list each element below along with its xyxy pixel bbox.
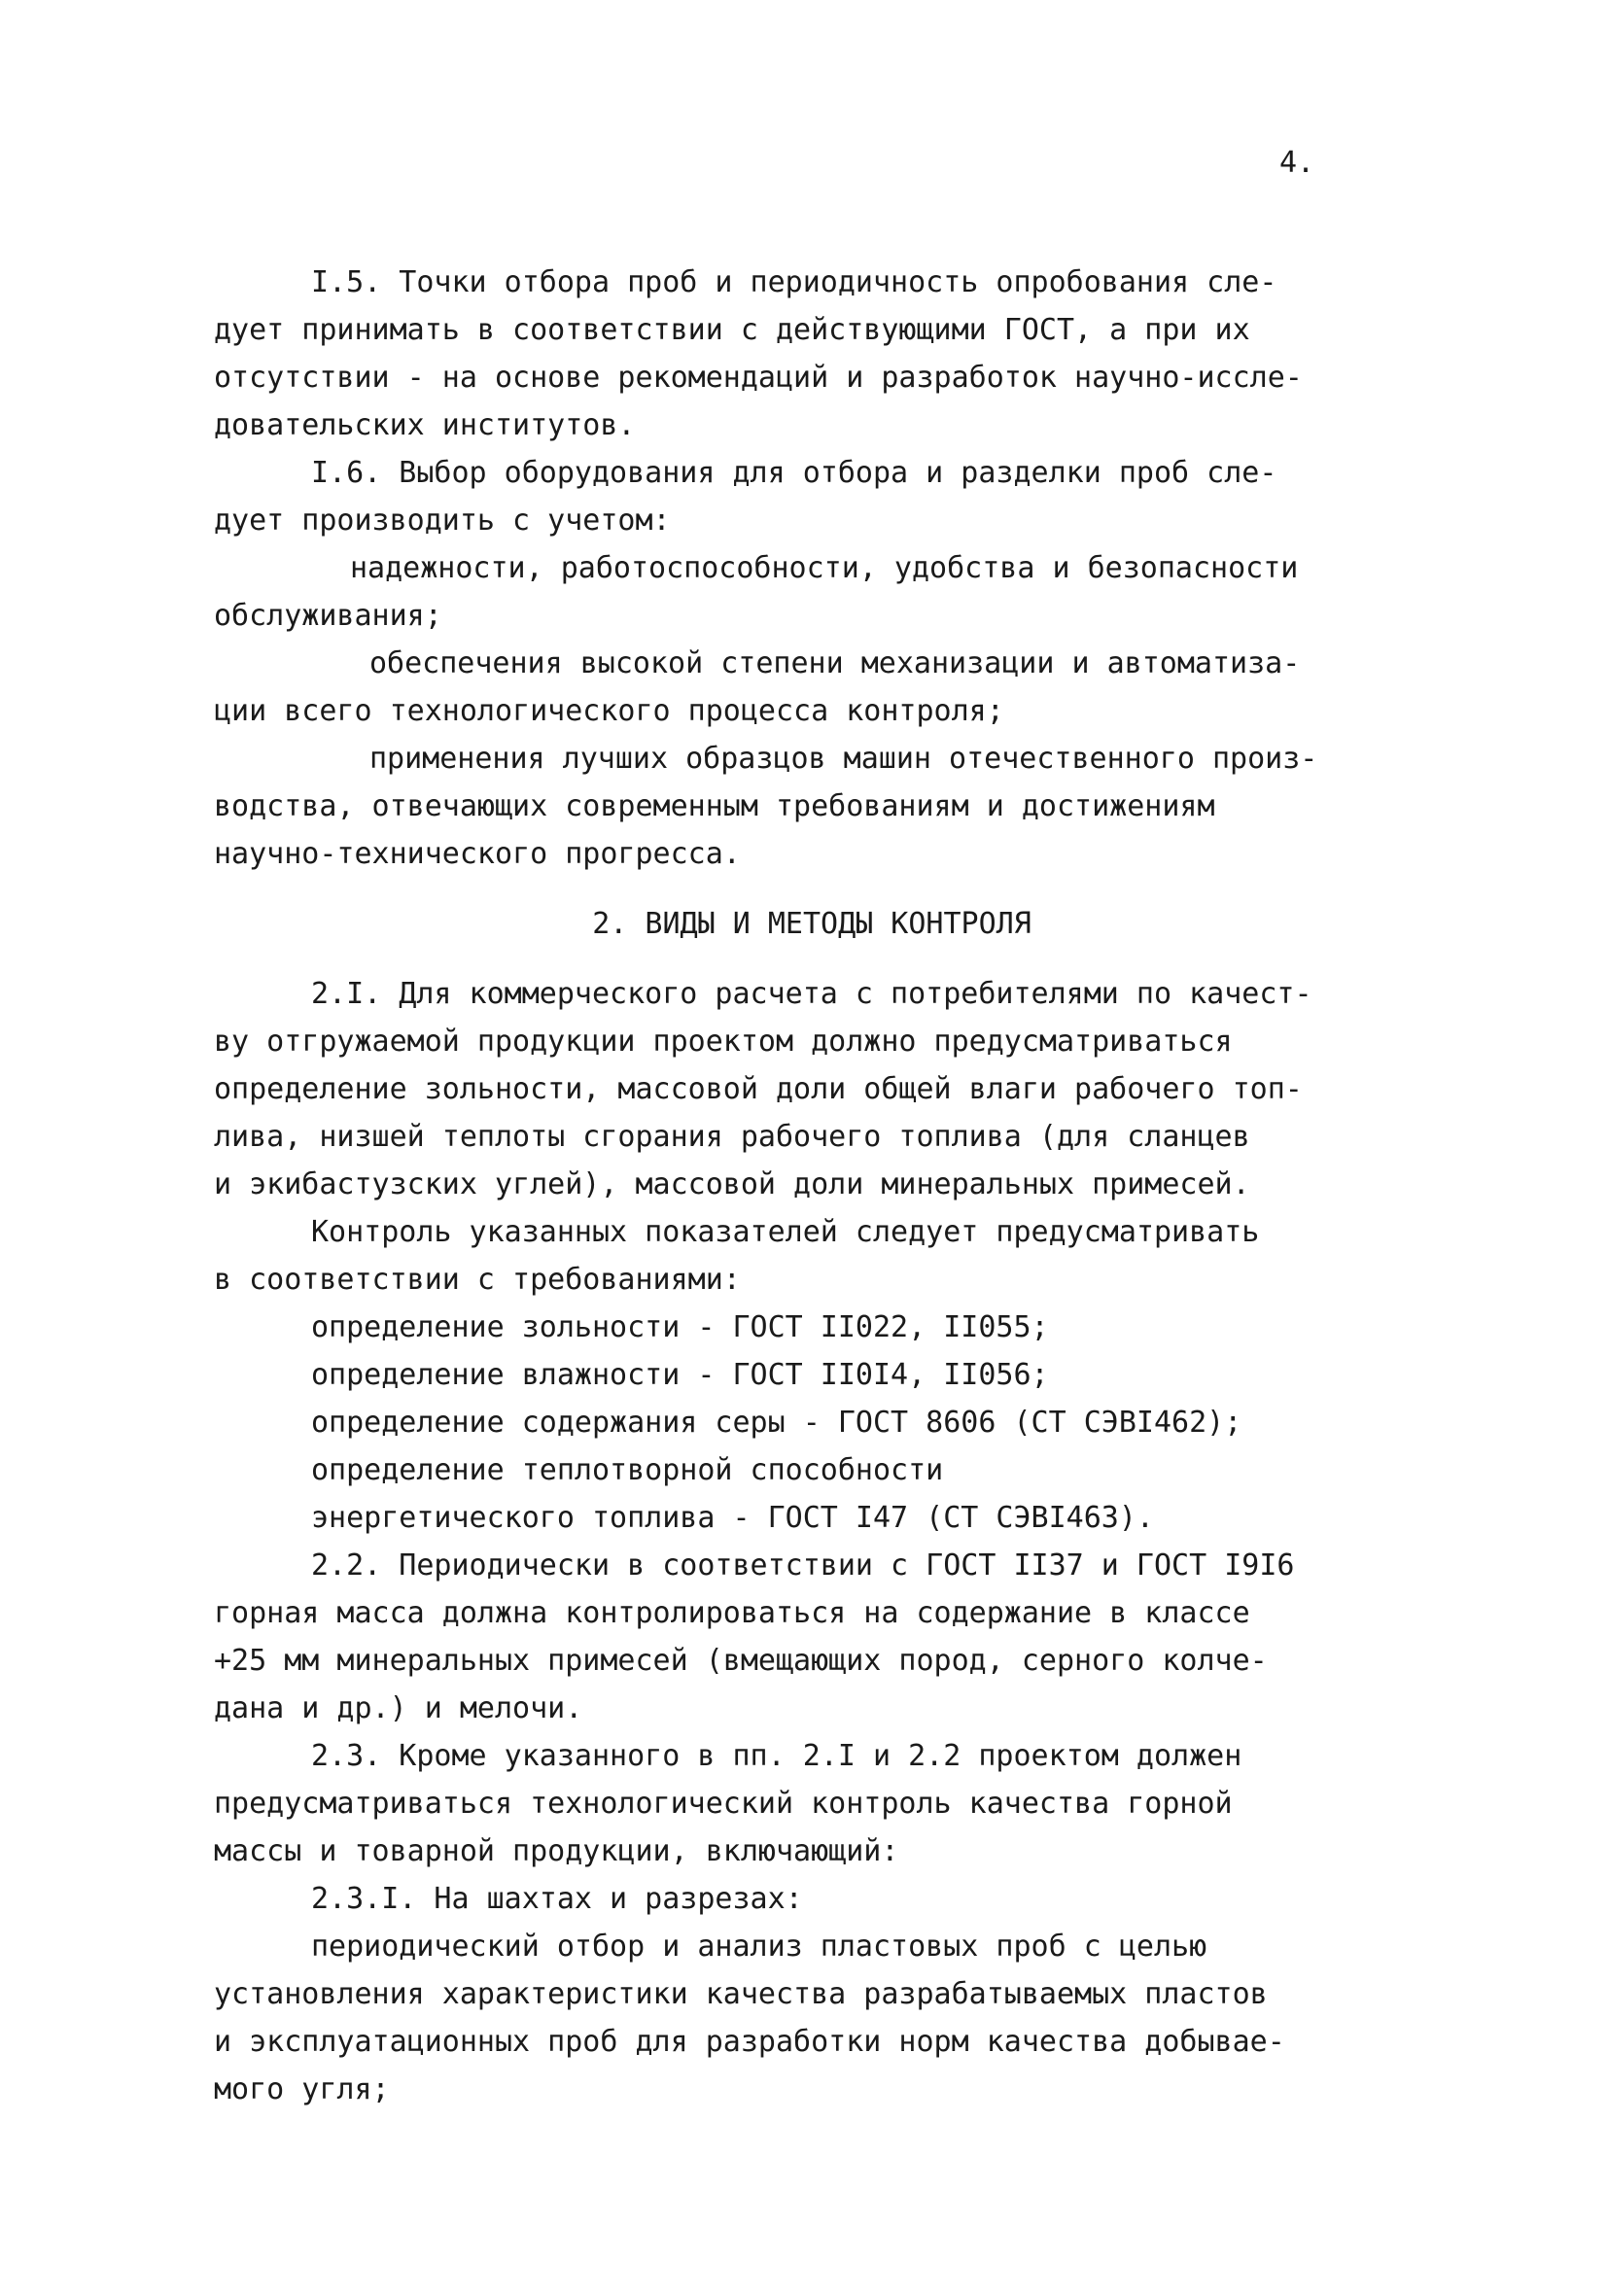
text-line: определение зольности, массовой доли общей влаги рабочего топ- (214, 1072, 1303, 1106)
page-number: 4. (1279, 146, 1315, 180)
text-line: ции всего технологического процесса контроля; (214, 694, 1004, 728)
text-line: отсутствии - на основе рекомендаций и разработок научно-иссле- (214, 361, 1303, 395)
paragraph-control (214, 1208, 1410, 1304)
text-line: обслуживания; (214, 599, 442, 633)
text-line: периодический отбор и анализ пластовых проб с целью (311, 1930, 1207, 1964)
list-item-reliability (214, 544, 1410, 640)
text-line: ву отгружаемой продукции проектом должно предусматриваться (214, 1025, 1233, 1059)
list-item: энергетического топлива - ГОСТ I47 (СТ СЭВI463). (311, 1501, 1154, 1535)
text-line: надежности, работоспособности, удобства и безопасности (350, 551, 1299, 585)
text-line: научно-технического прогресса. (214, 837, 741, 871)
text-line: обеспечения высокой степени механизации и автоматиза- (369, 646, 1301, 680)
list-item-automation (214, 640, 1410, 735)
text-line: довательских институтов. (214, 408, 636, 442)
text-line: 2.I. Для коммерческого расчета с потребителями по качест- (311, 977, 1312, 1011)
text-line: установления характеристики качества разрабатываемых пластов (214, 1977, 1268, 2011)
list-item: определение влажности - ГОСТ II0I4, II056; (311, 1358, 1049, 1392)
list-item-best-machines (214, 735, 1410, 878)
text-line: I.6. Выбор оборудования для отбора и разделки проб сле- (311, 456, 1277, 490)
paragraph-1-5 (214, 259, 1410, 449)
list-item: определение содержания серы - ГОСТ 8606 (СТ СЭВI462); (311, 1406, 1242, 1440)
text-line: в соответствии с требованиями: (214, 1263, 741, 1297)
methods-list (214, 1304, 1410, 1542)
paragraph-2-3-1 (214, 1875, 1410, 2113)
list-item: определение зольности - ГОСТ II022, II055; (311, 1310, 1049, 1344)
text-line: I.5. Точки отбора проб и периодичность опробования сле- (311, 265, 1277, 299)
text-line: мого угля; (214, 2072, 390, 2106)
section-heading: 2. ВИДЫ И МЕТОДЫ КОНТРОЛЯ (592, 907, 1031, 941)
text-line: массы и товарной продукции, включающий: (214, 1834, 899, 1868)
text-line: и эксплуатационных проб для разработки норм качества добывае- (214, 2025, 1285, 2059)
list-item: определение теплотворной способности (311, 1453, 944, 1487)
text-line: дует принимать в соответствии с действующими ГОСТ, а при их (214, 313, 1250, 347)
text-line: предусматриваться технологический контроль качества горной (214, 1787, 1233, 1821)
text-line: +25 мм минеральных примесей (вмещающих пород, серного колче- (214, 1644, 1268, 1678)
text-line: дует производить с учетом: (214, 504, 671, 538)
text-line: 2.2. Периодически в соответствии с ГОСТ II37 и ГОСТ I9I6 (311, 1548, 1295, 1583)
text-line: Контроль указанных показателей следует предусматривать (311, 1215, 1260, 1249)
paragraph-2-3 (214, 1732, 1410, 1875)
spacer (214, 948, 1410, 970)
paragraph-2-1 (214, 970, 1410, 1208)
paragraph-2-2 (214, 1542, 1410, 1732)
spacer (214, 878, 1410, 900)
document-body (214, 259, 1410, 2113)
text-line: применения лучших образцов машин отечественного произ- (369, 742, 1318, 776)
text-line: 2.3. Кроме указанного в пп. 2.I и 2.2 проектом должен (311, 1739, 1242, 1773)
text-line: горная масса должна контролироваться на содержание в классе (214, 1596, 1250, 1630)
subsection-heading: 2.3.I. На шахтах и разрезах: (311, 1882, 803, 1916)
text-line: лива, низшей теплоты сгорания рабочего топлива (для сланцев (214, 1120, 1250, 1154)
paragraph-1-6 (214, 449, 1410, 544)
text-line: дана и др.) и мелочи. (214, 1691, 583, 1725)
text-line: водства, отвечающих современным требованиям и достижениям (214, 789, 1215, 823)
text-line: и экибастузских углей), массовой доли минеральных примесей. (214, 1167, 1250, 1201)
